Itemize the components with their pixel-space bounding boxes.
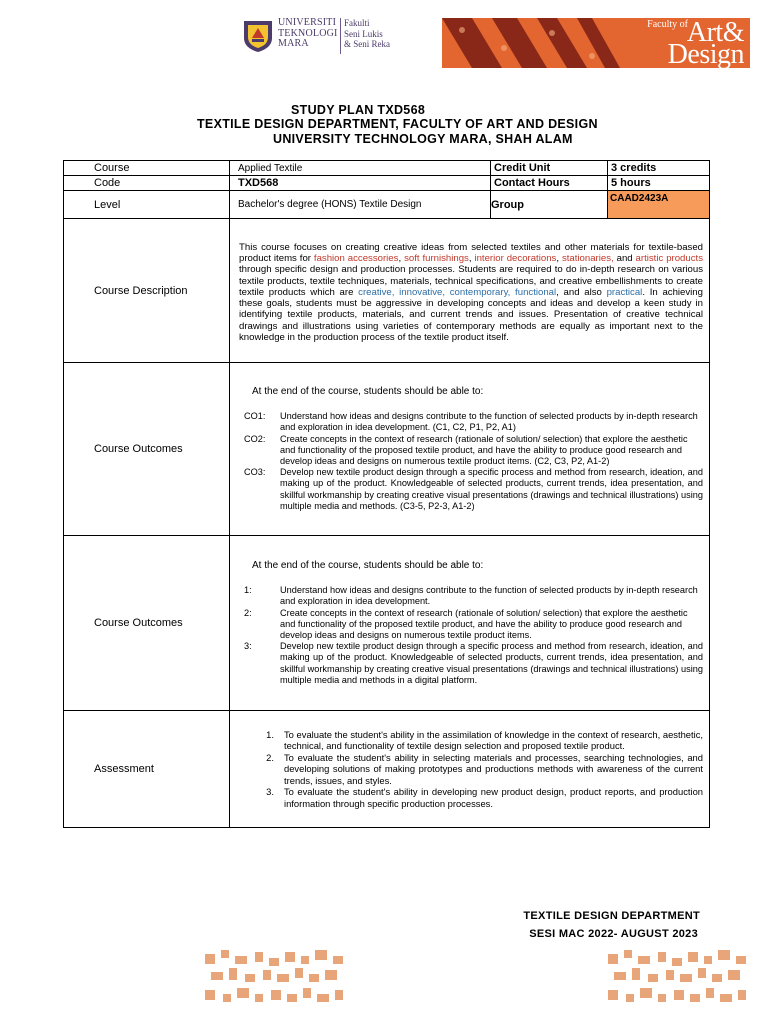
study-plan-table xyxy=(63,160,710,828)
level-row xyxy=(64,191,710,219)
uitm-emblem-icon xyxy=(240,18,276,54)
list-item: 1. To evaluate the student's ability in the assimilation of knowledge in the context of research, aesthetic, technical, and functionality of textile design selection and proposed textile product. xyxy=(266,729,703,752)
art-design-banner xyxy=(442,18,750,68)
description-row xyxy=(64,219,710,363)
study-plan-title: STUDY PLAN TXD568 xyxy=(291,103,426,117)
logo-divider xyxy=(340,18,341,54)
list-item: CO1: Understand how ideas and designs contribute to the function of selected products by in-depth research and exploration in idea development. (C1, C2, P1, P2, A1) xyxy=(244,411,698,433)
code-value: TXD568 xyxy=(230,176,491,191)
code-label: Code xyxy=(64,176,230,191)
list-item: 3: Develop new textile product design through a specific process and method from research, ideation, and making up of the product. Knowledgeable of selected products, current trends, idea presentation, and skillful workmanship by creating creative visual presentations (drawings and technical illustrations) using multiple media and methods in a digital platform. xyxy=(244,641,703,685)
footer-session: SESI MAC 2022- AUGUST 2023 xyxy=(529,928,698,940)
assessment-list xyxy=(230,711,710,828)
header-banner xyxy=(240,18,750,68)
batik-right-icon xyxy=(608,950,748,1008)
code-row xyxy=(64,176,710,191)
contact-hours-label: Contact Hours xyxy=(491,176,608,191)
course-row xyxy=(64,161,710,176)
credit-unit-label: Credit Unit xyxy=(491,161,608,176)
course-label: Course xyxy=(64,161,230,176)
banner-faculty-of: Faculty of xyxy=(647,19,688,30)
credit-unit-value: 3 credits xyxy=(608,161,710,176)
level-value: Bachelor's degree (HONS) Textile Design xyxy=(230,191,491,219)
list-item: 3. To evaluate the student's ability in developing new product design, product reports, and production information through specific production processes. xyxy=(266,786,703,809)
course-outcomes-label-2: Course Outcomes xyxy=(64,536,230,711)
course-outcomes-2 xyxy=(230,536,710,711)
footer-department: TEXTILE DESIGN DEPARTMENT xyxy=(523,910,700,922)
batik-left-icon xyxy=(205,950,345,1008)
course-value: Applied Textile xyxy=(230,161,491,176)
outcomes-row-1 xyxy=(64,363,710,536)
course-outcomes-label-1: Course Outcomes xyxy=(64,363,230,536)
list-item: 2. To evaluate the student's ability in selecting materials and processes, searching technologies, and developing solutions of making prototypes and productions methods with awareness of the current trends, issues, and styles. xyxy=(266,751,703,786)
outcomes-intro-1: At the end of the course, students should be able to: xyxy=(252,385,484,397)
group-value: CAAD2423A xyxy=(608,191,710,219)
list-item: 1: Understand how ideas and designs contribute to the function of selected products by in-depth research and exploration in idea development. xyxy=(244,585,698,607)
course-description-label: Course Description xyxy=(64,219,230,363)
banner-title: Art& Design xyxy=(667,18,744,68)
list-item: CO3: Develop new textile product design through a specific process and method from research, ideation, and making up of the product. Knowledgeable of selected products, current trends, idea presentation, and skillful workmanship by creating creative visual presentations (drawings and technical illustrations) using multiple media and methods. (C3-5, P2-3, A1-2) xyxy=(244,467,703,511)
outcomes-intro-2: At the end of the course, students should be able to: xyxy=(252,559,484,571)
list-item: CO2: Create concepts in the context of research (rationale of solution/ selection) that explore the aesthetic and functionality of the proposed textile product, and have the ability to produce good research and develop ideas and designs on numerous textile product items. (C2, C3, P2, A1-2) xyxy=(244,433,688,466)
faculty-name: Fakulti Seni Lukis & Seni Reka xyxy=(344,18,390,49)
list-item: 2: Create concepts in the context of research (rationale of solution/ selection) that explore the aesthetic and functionality of the proposed textile product, and have the ability to produce good research and develop ideas and designs on numerous textile product items. xyxy=(244,607,688,640)
university-name: UNIVERSITI TEKNOLOGI MARA xyxy=(278,17,338,49)
department-title: TEXTILE DESIGN DEPARTMENT, FACULTY OF ART AND DESIGN xyxy=(197,117,598,131)
contact-hours-value: 5 hours xyxy=(608,176,710,191)
assessment-row xyxy=(64,711,710,828)
course-outcomes-1 xyxy=(230,363,710,536)
group-label: Group xyxy=(491,191,608,219)
outcomes-row-2 xyxy=(64,536,710,711)
course-description-text: This course focuses on creating creative ideas from selected textiles and other materials for textile-based product items for fashion accessories, soft furnishings, interior decorations, stationaries, and artistic products through specific design and production processes. Students are required to do in-depth research on various textile products, textile techniques, materials, technical specifications, and creative embellishments to create textile products which are creative, innovative, contemporary, functional, and also practical. In achieving these goals, students must be aggressive in developing concepts and ideas and develop a keen study in identifying textile products, materials, and current trends and issues. Presentation of creative technical drawings and illustrations using varieties of contemporary methods are equally as important next to the knowledge in the production process of the textile product itself. xyxy=(230,219,710,363)
university-title: UNIVERSITY TECHNOLOGY MARA, SHAH ALAM xyxy=(273,132,573,146)
assessment-label: Assessment xyxy=(64,711,230,828)
level-label: Level xyxy=(64,191,230,219)
